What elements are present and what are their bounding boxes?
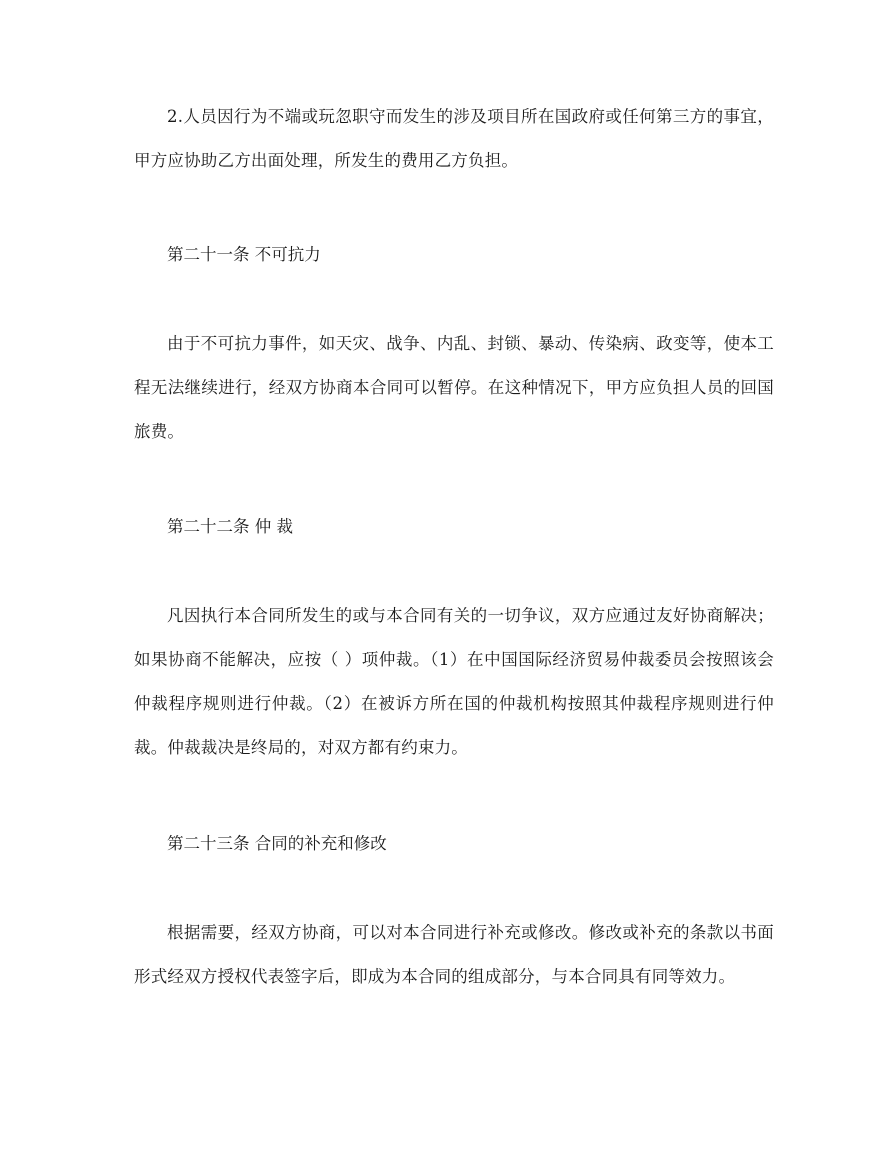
- paragraph-arbitration: 凡因执行本合同所发生的或与本合同有关的一切争议，双方应通过友好协商解决；如果协商不能解决，应按（ ）项仲裁。（1）在中国国际经济贸易仲裁委员会按照该会仲裁程序规则进行仲裁。（2）在被诉方所在国的仲裁机构按照其仲裁程序规则进行仲裁。仲裁裁决是终局的，对双方都有约束力。: [134, 606, 774, 757]
- heading-article-22: 第二十二条 仲 裁: [167, 517, 293, 536]
- paragraph-personnel-misconduct: 2.人员因行为不端或玩忽职守而发生的涉及项目所在国政府或任何第三方的事宜，甲方应协助乙方出面处理，所发生的费用乙方负担。: [134, 107, 774, 170]
- heading-article-23: 第二十三条 合同的补充和修改: [167, 834, 387, 853]
- paragraph-force-majeure: 由于不可抗力事件，如天灾、战争、内乱、封锁、暴动、传染病、政变等，使本工程无法继续进行，经双方协商本合同可以暂停。在这种情况下，甲方应负担人员的回国旅费。: [134, 334, 774, 441]
- heading-article-21: 第二十一条 不可抗力: [167, 245, 321, 264]
- paragraph-contract-amendment: 根据需要，经双方协商，可以对本合同进行补充或修改。修改或补充的条款以书面形式经双方授权代表签字后，即成为本合同的组成部分，与本合同具有同等效力。: [134, 923, 774, 986]
